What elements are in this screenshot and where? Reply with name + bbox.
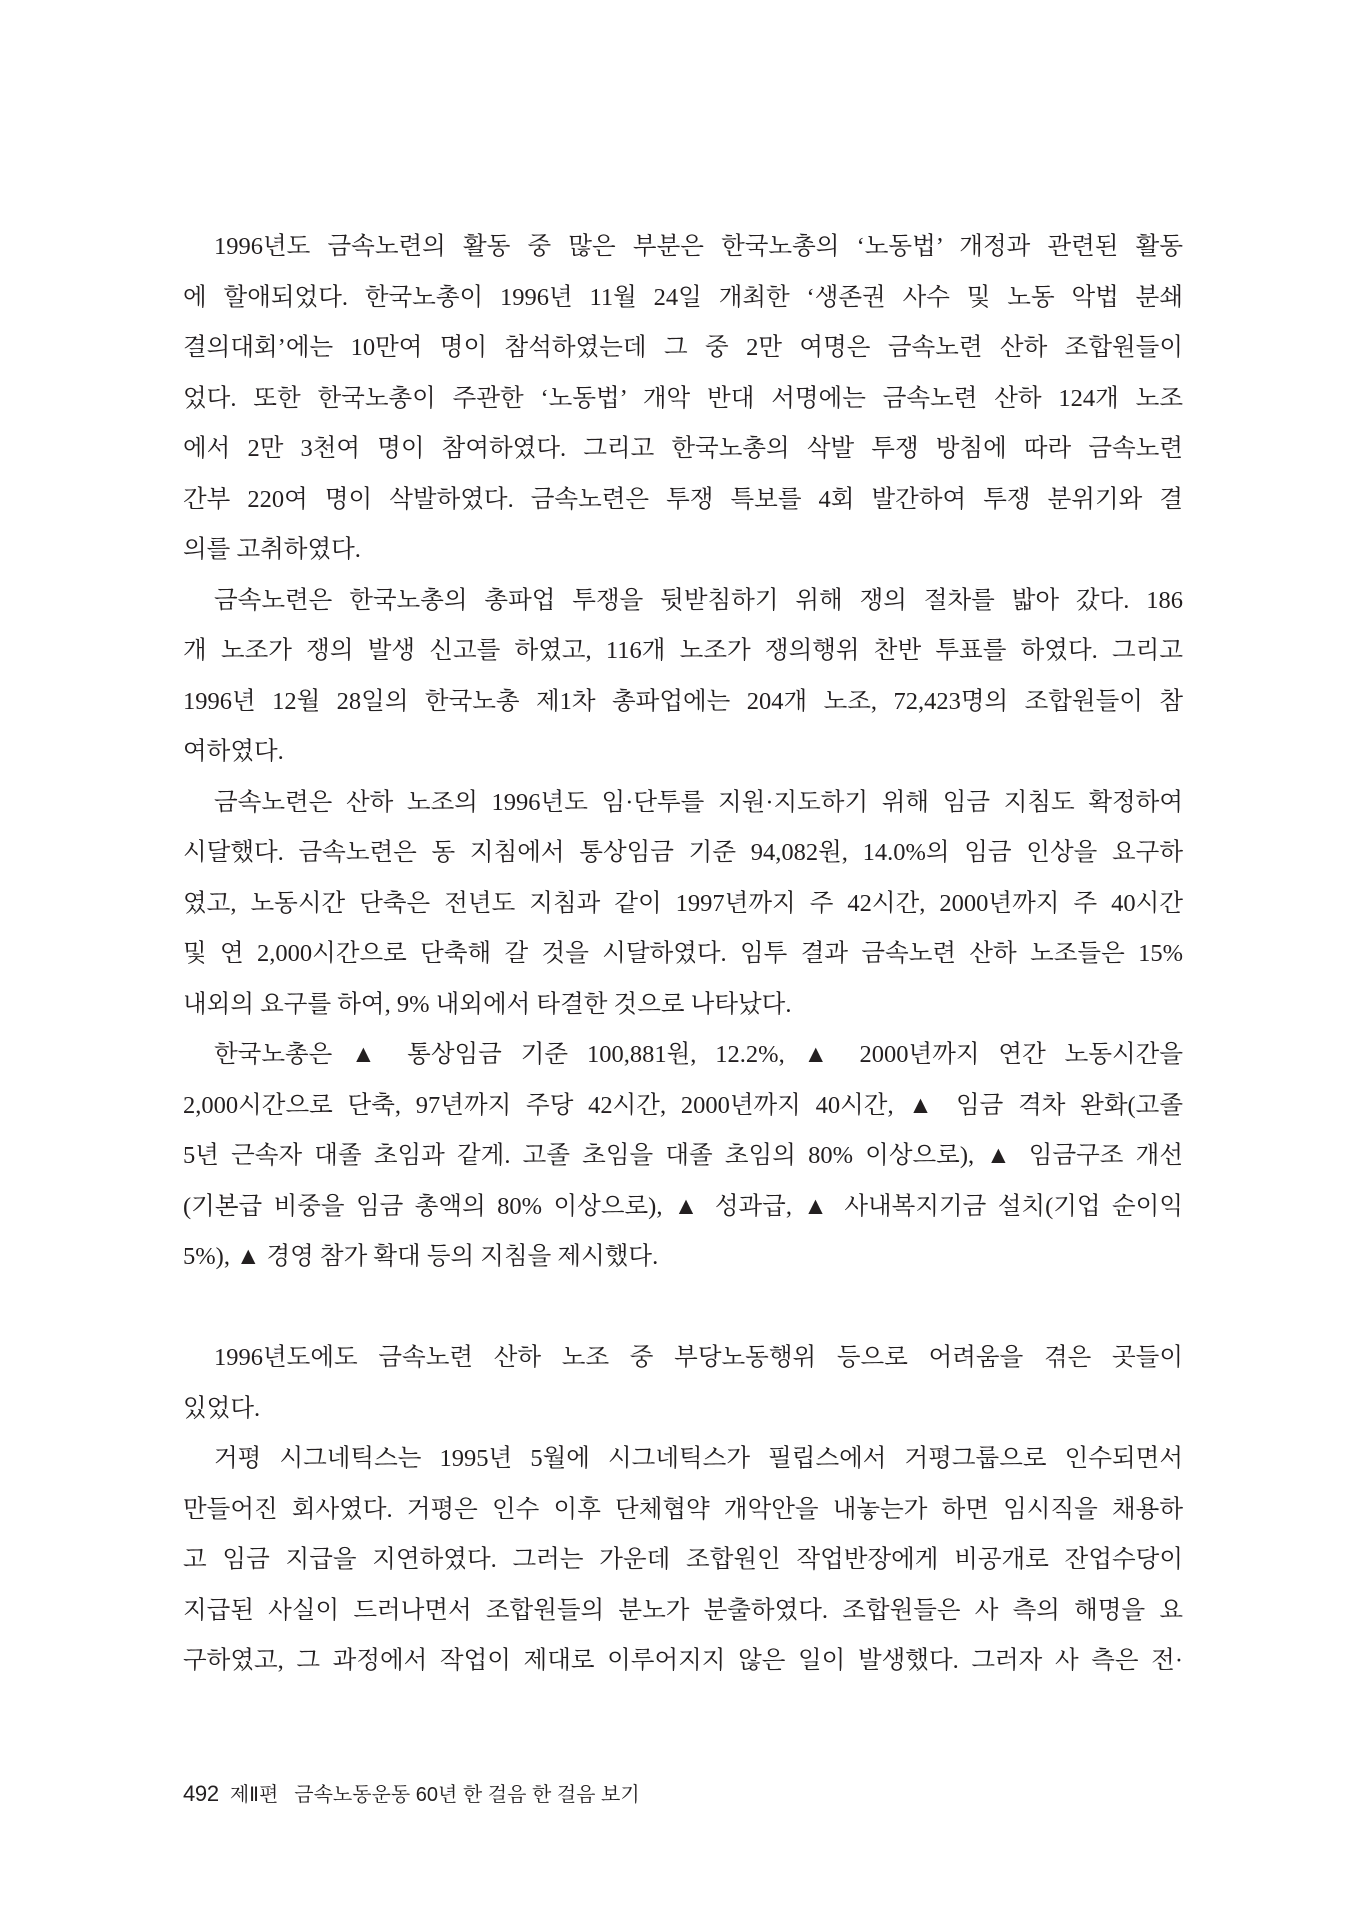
text-line: 5%), ▲ 경영 참가 확대 등의 지침을 제시했다. xyxy=(183,1243,659,1270)
text-line: 여하였다. xyxy=(183,738,284,765)
text-line: 구하였고, 그 과정에서 작업이 제대로 이루어지지 않은 일이 발생했다. 그러자 사 측은 전· xyxy=(183,1647,1183,1674)
page-number: 492 xyxy=(183,1781,219,1806)
text-line: 에서 2만 3천여 명이 참여하였다. 그리고 한국노총의 삭발 투쟁 방침에 따라 금속노련 xyxy=(183,435,1183,462)
text-line: 및 연 2,000시간으로 단축해 갈 것을 시달하였다. 임투 결과 금속노련 산하 노조들은 15% xyxy=(183,940,1183,967)
text-line: 개 노조가 쟁의 발생 신고를 하였고, 116개 노조가 쟁의행위 찬반 투표를 하였다. 그리고 xyxy=(183,637,1183,664)
text-line: 에 할애되었다. 한국노총이 1996년 11월 24일 개최한 ‘생존권 사수 및 노동 악법 분쇄 xyxy=(183,283,1183,311)
text-line: 었다. 또한 한국노총이 주관한 ‘노동법’ 개악 반대 서명에는 금속노련 산하 124개 노조 xyxy=(183,384,1183,412)
text-line: 시달했다. 금속노련은 동 지침에서 통상임금 기준 94,082원, 14.0%의 임금 인상을 요구하 xyxy=(183,839,1183,866)
text-line: 1996년도 금속노련의 활동 중 많은 부분은 한국노총의 ‘노동법’ 개정과 관련된 활동 xyxy=(214,233,1183,260)
text-line: 1996년도에도 금속노련 산하 노조 중 부당노동행위 등으로 어려움을 겪은 곳들이 xyxy=(214,1344,1183,1371)
text-line: 만들어진 회사였다. 거평은 인수 이후 단체협약 개악안을 내놓는가 하면 임시직을 채용하 xyxy=(183,1495,1183,1523)
text-line: 금속노련은 한국노총의 총파업 투쟁을 뒷받침하기 위해 쟁의 절차를 밟아 갔다. 186 xyxy=(214,586,1183,614)
paragraph xyxy=(183,1333,1183,1434)
text-line: 내외의 요구를 하여, 9% 내외에서 타결한 것으로 나타났다. xyxy=(183,990,792,1018)
text-line: (기본급 비중을 임금 총액의 80% 이상으로), ▲ 성과급, ▲ 사내복지기금 설치(기업 순이익 xyxy=(183,1192,1183,1220)
text-line: 있었다. xyxy=(183,1394,261,1422)
text-line: 의를 고취하였다. xyxy=(183,536,361,563)
text-line: 금속노련은 산하 노조의 1996년도 임·단투를 지원·지도하기 위해 임금 지침도 확정하여 xyxy=(214,788,1183,816)
body-section-1 xyxy=(183,222,1183,1283)
part-label: 제Ⅱ편 xyxy=(229,1784,279,1806)
paragraph xyxy=(183,222,1183,576)
text-line: 1996년 12월 28일의 한국노총 제1차 총파업에는 204개 노조, 72,423명의 조합원들이 참 xyxy=(183,687,1183,715)
text-line: 간부 220여 명이 삭발하였다. 금속노련은 투쟁 특보를 4회 발간하여 투쟁 분위기와 결 xyxy=(183,485,1183,513)
text-line: 5년 근속자 대졸 초임과 같게. 고졸 초임을 대졸 초임의 80% 이상으로), ▲ 임금구조 개선 xyxy=(183,1142,1183,1169)
text-line: 2,000시간으로 단축, 97년까지 주당 42시간, 2000년까지 40시간, ▲ 임금 격차 완화(고졸 xyxy=(183,1091,1183,1119)
body-section-2 xyxy=(183,1333,1183,1687)
text-line: 고 임금 지급을 지연하였다. 그러는 가운데 조합원인 작업반장에게 비공개로 잔업수당이 xyxy=(183,1546,1183,1573)
text-line: 한국노총은 ▲ 통상임금 기준 100,881원, 12.2%, ▲ 2000년까지 연간 노동시간을 xyxy=(214,1041,1183,1068)
body-text xyxy=(183,222,1183,1687)
paragraph xyxy=(183,1030,1183,1283)
text-line: 결의대회’에는 10만여 명이 참석하였는데 그 중 2만 여명은 금속노련 산하 조합원들이 xyxy=(183,334,1183,361)
section-gap xyxy=(183,1283,1183,1334)
paragraph xyxy=(183,576,1183,778)
text-line: 지급된 사실이 드러나면서 조합원들의 분노가 분출하였다. 조합원들은 사 측의 해명을 요 xyxy=(183,1596,1183,1624)
book-title: 금속노동운동 60년 한 걸음 한 걸음 보기 xyxy=(294,1784,640,1806)
page-footer xyxy=(183,1780,640,1808)
paragraph xyxy=(183,778,1183,1031)
text-line: 거평 시그네틱스는 1995년 5월에 시그네틱스가 필립스에서 거평그룹으로 인수되면서 xyxy=(214,1445,1183,1472)
text-line: 였고, 노동시간 단축은 전년도 지침과 같이 1997년까지 주 42시간, 2000년까지 주 40시간 xyxy=(183,889,1183,917)
paragraph xyxy=(183,1434,1183,1687)
